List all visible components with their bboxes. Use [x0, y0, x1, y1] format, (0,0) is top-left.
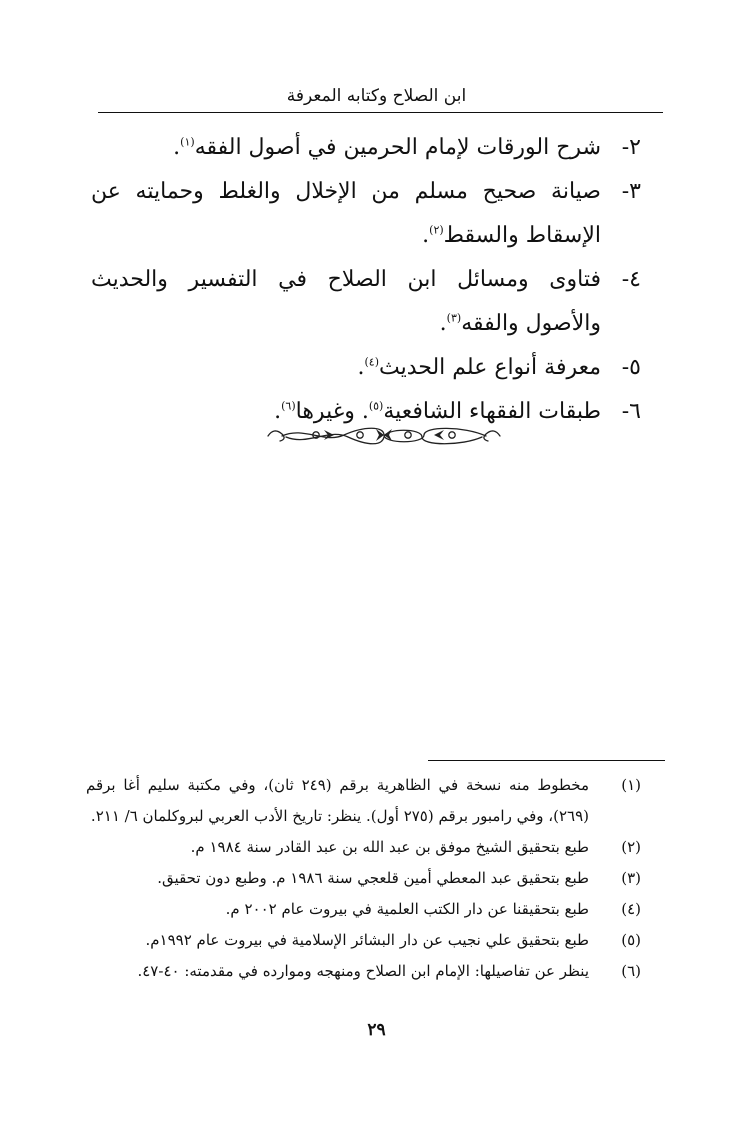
- work-title: طبقات الفقهاء الشافعية: [383, 399, 601, 424]
- footnote: [86, 956, 641, 987]
- footnote-text: مخطوط منه نسخة في الظاهرية برقم (٢٤٩ ثان)، وفي مكتبة سليم أغا برقم (٢٦٩)، وفي رامبور برقم (٢٧٥ أول). ينظر: تاريخ الأدب العربي لبروكلمان ٦/ ٢١١.: [86, 776, 590, 825]
- footnote-separator: [428, 760, 665, 761]
- footnote-ref: (٢): [429, 223, 444, 237]
- item-text: [91, 258, 601, 346]
- footnote-text: طبع بتحقيقنا عن دار الكتب العلمية في بيروت عام ٢٠٠٢ م.: [225, 900, 589, 918]
- item-number: ٥-: [621, 355, 641, 380]
- work-title: شرح الورقات لإمام الحرمين في أصول الفقه: [194, 135, 601, 160]
- running-title: ابن الصلاح وكتابه المعرفة: [286, 86, 467, 106]
- punctuation: .: [274, 399, 282, 424]
- work-title: فتاوى ومسائل ابن الصلاح في التفسير والحديث والأصول والفقه: [91, 267, 601, 336]
- item-text: [91, 170, 601, 258]
- footnote-number: (٤): [621, 900, 641, 918]
- footnote-ref: (٥): [368, 399, 384, 413]
- continuation-text: . وغيرها: [295, 399, 369, 424]
- item-number: ٢-: [621, 135, 641, 160]
- list-item: [91, 346, 641, 390]
- footnote-text: طبع بتحقيق الشيخ موفق بن عبد الله بن عبد القادر سنة ١٩٨٤ م.: [190, 838, 589, 856]
- punctuation: .: [439, 311, 447, 336]
- footnote-text: ينظر عن تفاصيلها: الإمام ابن الصلاح ومنهجه وموارده في مقدمته: ٤٠-٤٧.: [137, 962, 589, 980]
- footnote-ref: (٦): [281, 399, 296, 413]
- footnotes-list: [86, 770, 641, 987]
- item-number: ٤-: [621, 267, 641, 292]
- item-number: ٣-: [621, 179, 641, 204]
- footnote-text: طبع بتحقيق عبد المعطي أمين قلعجي سنة ١٩٨٦ م. وطبع دون تحقيق.: [157, 869, 589, 887]
- footnote-number: (١): [621, 776, 641, 794]
- punctuation: .: [357, 355, 365, 380]
- footnote: [86, 925, 641, 956]
- footnote: [86, 770, 641, 832]
- header-rule: [98, 112, 663, 113]
- footnote-ref: (٤): [364, 355, 379, 369]
- footnote: [86, 894, 641, 925]
- list-item: [91, 170, 641, 258]
- punctuation: .: [173, 135, 181, 160]
- item-number: ٦-: [621, 399, 641, 424]
- footnote-text: طبع بتحقيق علي نجيب عن دار البشائر الإسلامية في بيروت عام ١٩٩٢م.: [145, 931, 589, 949]
- work-title: معرفة أنواع علم الحديث: [378, 355, 601, 380]
- page-number: ٢٩: [367, 1020, 386, 1040]
- item-text: [91, 346, 601, 390]
- item-text: [91, 126, 601, 170]
- footnote: [86, 832, 641, 863]
- work-title: صيانة صحيح مسلم من الإخلال والغلط وحمايته عن الإسقاط والسقط: [91, 179, 601, 248]
- footnote-ref: (٣): [446, 311, 462, 325]
- footnote-number: (٦): [621, 962, 641, 980]
- punctuation: .: [422, 223, 430, 248]
- footnote-number: (٥): [621, 931, 641, 949]
- footnote-number: (٣): [621, 869, 641, 887]
- list-item: [91, 258, 641, 346]
- footnote-ref: (١): [180, 135, 195, 149]
- section-ornament: [264, 422, 504, 448]
- footnote: [86, 863, 641, 894]
- works-list: [91, 126, 641, 434]
- list-item: [91, 126, 641, 170]
- footnote-number: (٢): [621, 838, 641, 856]
